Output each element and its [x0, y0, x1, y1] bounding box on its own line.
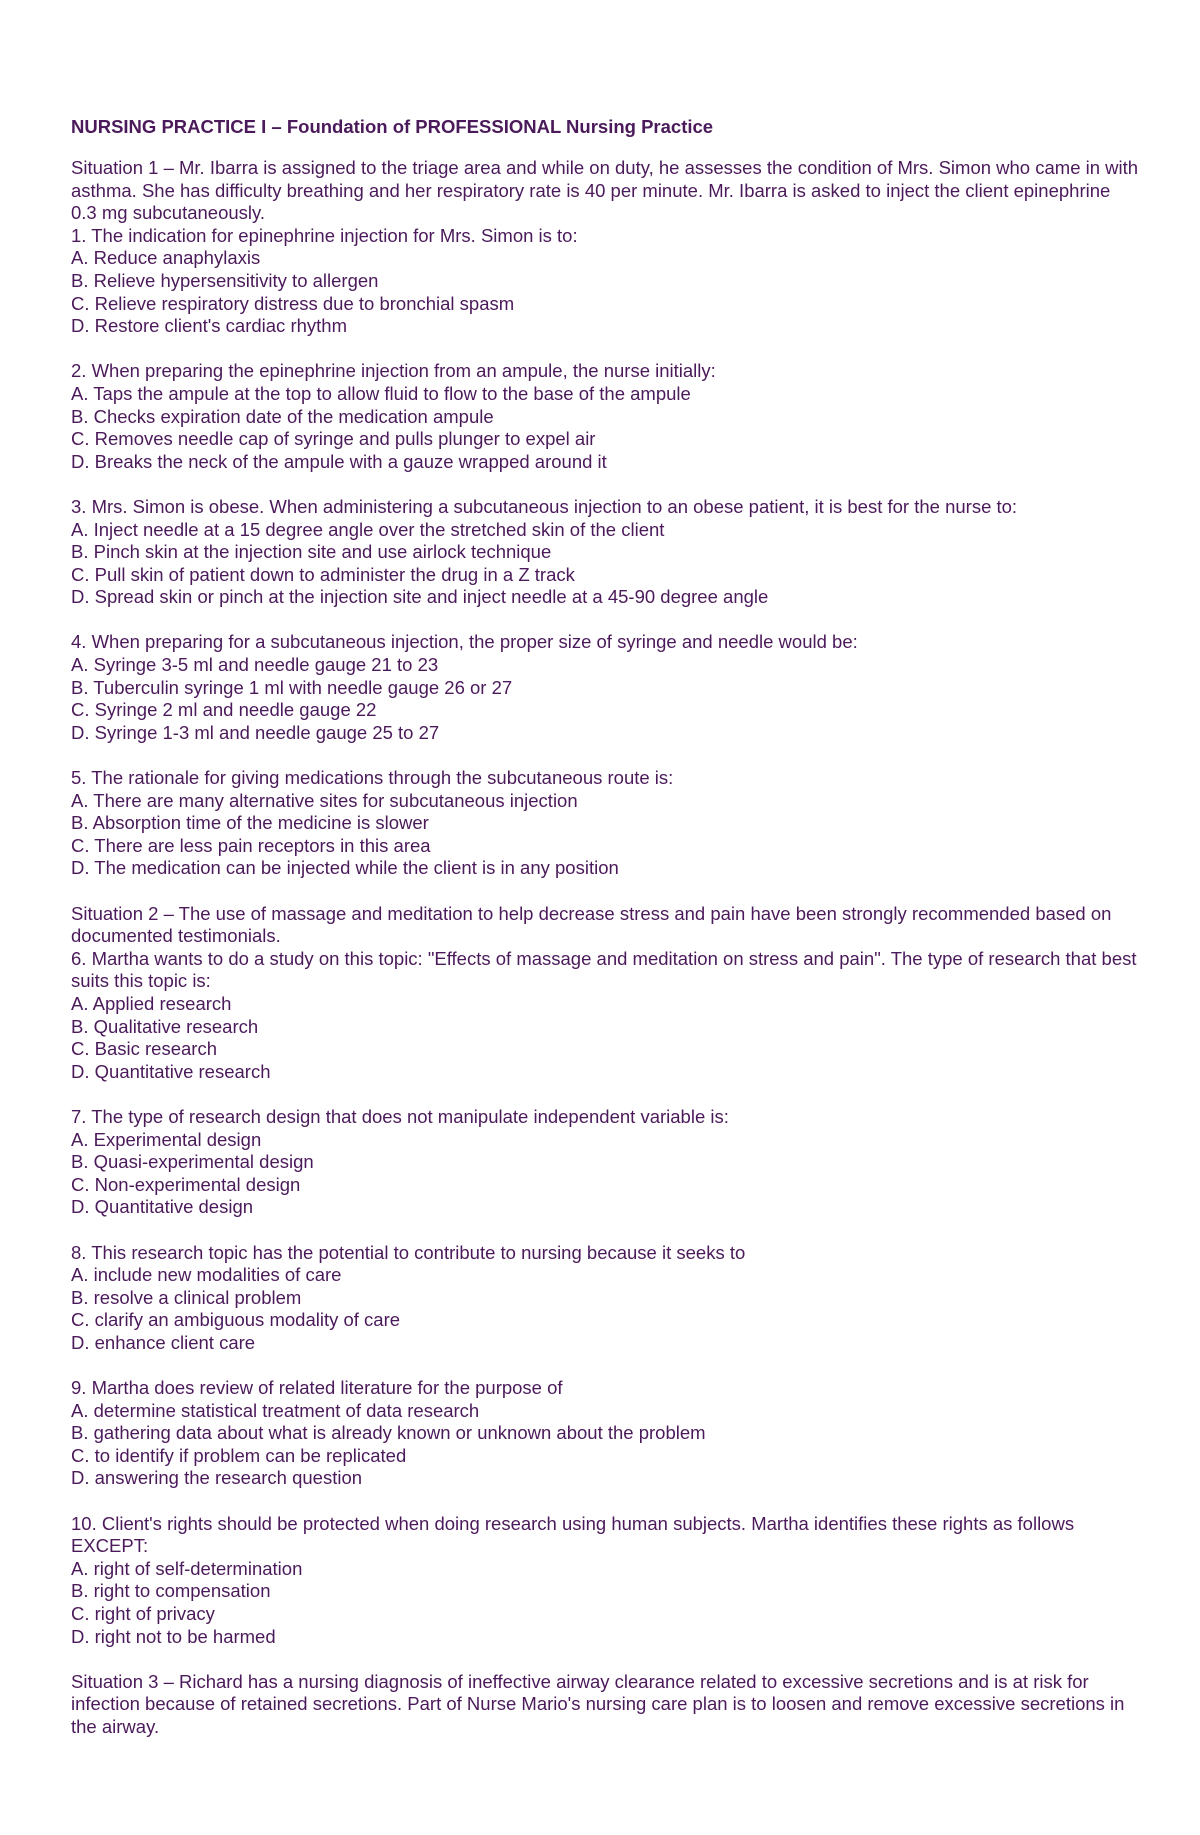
text-line: A. There are many alternative sites for subcutaneous injection — [71, 789, 578, 811]
text-line: B. Tuberculin syringe 1 ml with needle gauge 26 or 27 — [71, 676, 513, 698]
text-line: Situation 1 – Mr. Ibarra is assigned to the triage area and while on duty, he assesses the condition of Mrs. Simon who came in with asthma. She has difficulty breathing and her respiratory rate is 40 per minute. Mr. Ibarra is asked to inject the client epinephrine 0.3 mg subcutaneously. — [71, 157, 1139, 224]
document-title: NURSING PRACTICE I – Foundation of PROFESSIONAL Nursing Practice — [71, 116, 714, 137]
text-line: A. include new modalities of care — [71, 1264, 342, 1286]
text-line: C. Relieve respiratory distress due to bronchial spasm — [71, 292, 515, 314]
text-line: D. The medication can be injected while the client is in any position — [71, 857, 619, 879]
text-line: 9. Martha does review of related literature for the purpose of — [71, 1377, 563, 1399]
text-block — [71, 1671, 1140, 1739]
text-line: 8. This research topic has the potential to contribute to nursing because it seeks to — [71, 1241, 746, 1263]
text-line: 2. When preparing the epinephrine injection from an ampule, the nurse initially: — [71, 360, 716, 382]
text-line: D. answering the research question — [71, 1467, 363, 1489]
text-line: B. Checks expiration date of the medication ampule — [71, 405, 494, 427]
text-line: C. Syringe 2 ml and needle gauge 22 — [71, 699, 377, 721]
text-line: A. determine statistical treatment of data research — [71, 1399, 480, 1421]
text-line: 3. Mrs. Simon is obese. When administering a subcutaneous injection to an obese patient, it is best for the nurse to: — [71, 495, 1018, 517]
text-line: C. Removes needle cap of syringe and pulls plunger to expel air — [71, 428, 596, 450]
text-line: 10. Client's rights should be protected when doing research using human subjects. Martha identifies these rights as follows EXCEPT: — [71, 1512, 1075, 1557]
text-line: A. Syringe 3-5 ml and needle gauge 21 to 23 — [71, 654, 439, 676]
text-line: C. Pull skin of patient down to administer the drug in a Z track — [71, 563, 575, 585]
text-line: 7. The type of research design that does not manipulate independent variable is: — [71, 1105, 729, 1127]
text-line: B. Qualitative research — [71, 1015, 259, 1037]
text-line: D. Quantitative design — [71, 1196, 254, 1218]
text-line: C. Non-experimental design — [71, 1173, 301, 1195]
text-line: A. Experimental design — [71, 1128, 262, 1150]
text-line: B. Absorption time of the medicine is slower — [71, 812, 429, 834]
text-block — [71, 1377, 1140, 1490]
text-line: 6. Martha wants to do a study on this topic: "Effects of massage and meditation on stress and pain". The type of research that best suits this topic is: — [71, 947, 1137, 992]
text-line: B. right to compensation — [71, 1580, 271, 1602]
text-line: 1. The indication for epinephrine injection for Mrs. Simon is to: — [71, 224, 578, 246]
text-line: A. Reduce anaphylaxis — [71, 247, 261, 269]
text-line: C. to identify if problem can be replicated — [71, 1444, 407, 1466]
text-block — [71, 496, 1140, 609]
text-line: 4. When preparing for a subcutaneous injection, the proper size of syringe and needle would be: — [71, 631, 858, 653]
text-line: A. Inject needle at a 15 degree angle over the stretched skin of the client — [71, 518, 665, 540]
text-line: B. Relieve hypersensitivity to allergen — [71, 269, 379, 291]
text-line: B. gathering data about what is already known or unknown about the problem — [71, 1422, 706, 1444]
text-block — [71, 903, 1140, 1084]
text-line: B. resolve a clinical problem — [71, 1286, 302, 1308]
text-line: B. Quasi-experimental design — [71, 1151, 314, 1173]
text-line: 5. The rationale for giving medications through the subcutaneous route is: — [71, 767, 674, 789]
text-line: D. Breaks the neck of the ampule with a gauze wrapped around it — [71, 450, 607, 472]
text-line: Situation 2 – The use of massage and meditation to help decrease stress and pain have been strongly recommended based on documented testimonials. — [71, 902, 1112, 947]
text-line: C. There are less pain receptors in this area — [71, 834, 431, 856]
text-block — [71, 1106, 1140, 1219]
text-block — [71, 1513, 1140, 1649]
text-block — [71, 157, 1140, 338]
text-block — [71, 767, 1140, 880]
text-line: D. Quantitative research — [71, 1060, 271, 1082]
text-line: C. Basic research — [71, 1038, 217, 1060]
document-body — [71, 157, 1140, 1739]
text-block — [71, 631, 1140, 744]
text-line: A. Taps the ampule at the top to allow fluid to flow to the base of the ampule — [71, 382, 691, 404]
text-line: D. Syringe 1-3 ml and needle gauge 25 to 27 — [71, 721, 440, 743]
text-line: A. Applied research — [71, 992, 232, 1014]
text-line: D. right not to be harmed — [71, 1625, 276, 1647]
text-line: Situation 3 – Richard has a nursing diagnosis of ineffective airway clearance related to excessive secretions and is at risk for infection because of retained secretions. Part of Nurse Mario's nursing care plan is to loosen and remove excessive secretions in the airway. — [71, 1670, 1125, 1737]
text-line: A. right of self-determination — [71, 1557, 303, 1579]
text-block — [71, 360, 1140, 473]
text-line: B. Pinch skin at the injection site and use airlock technique — [71, 541, 552, 563]
text-line: D. enhance client care — [71, 1331, 256, 1353]
text-line: C. right of privacy — [71, 1603, 215, 1624]
text-line: D. Spread skin or pinch at the injection site and inject needle at a 45-90 degree angle — [71, 586, 769, 608]
text-line: C. clarify an ambiguous modality of care — [71, 1309, 401, 1331]
text-line: D. Restore client's cardiac rhythm — [71, 315, 347, 337]
text-block — [71, 1242, 1140, 1355]
